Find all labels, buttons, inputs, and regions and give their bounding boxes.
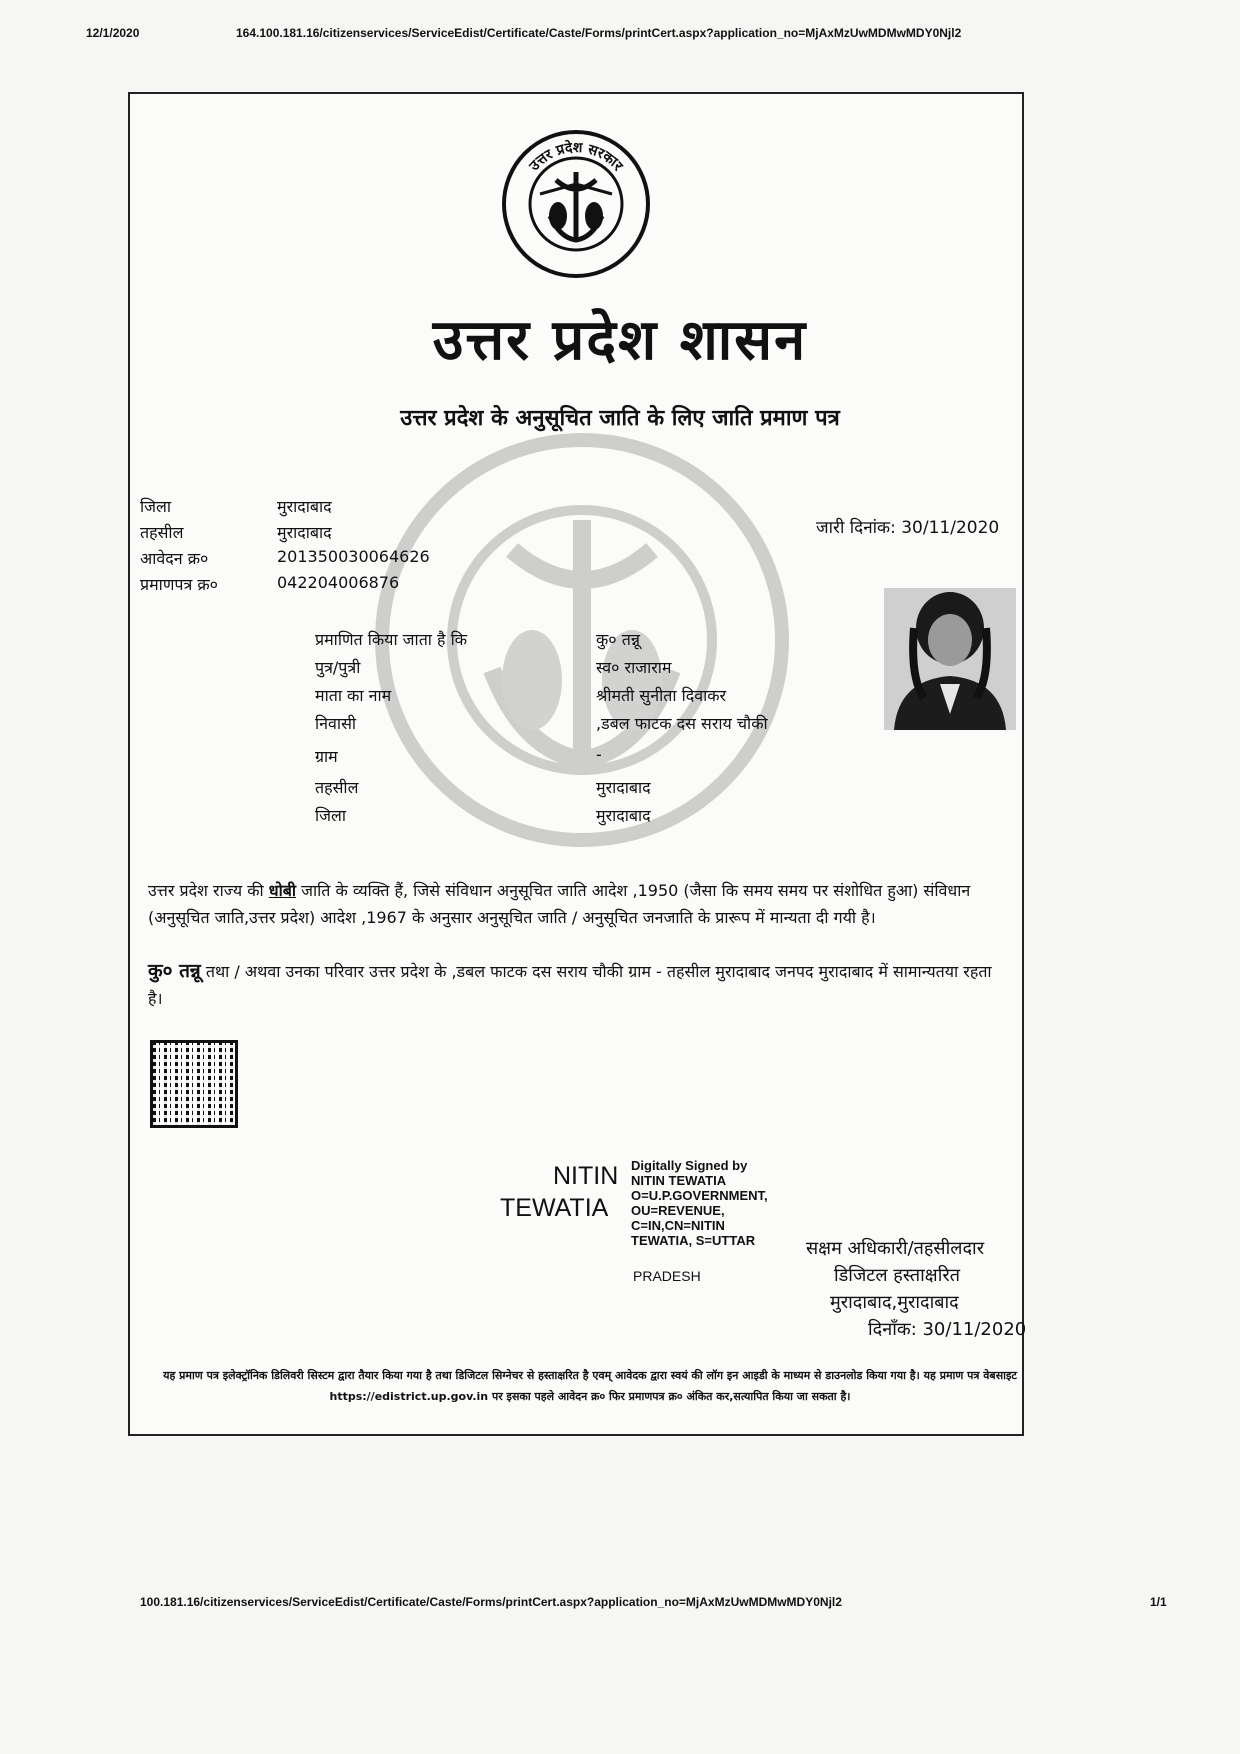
caste-name: धोबी	[268, 881, 297, 900]
field-label-tehsil: तहसील	[140, 523, 184, 542]
print-page-number: 1/1	[1150, 1595, 1167, 1609]
paragraph2-name: कु० तन्नू	[148, 960, 201, 982]
sig-info-line: OU=REVENUE,	[631, 1203, 725, 1218]
signer-last-name: TEWATIA	[500, 1194, 609, 1222]
person-value-mother: श्रीमती सुनीता दिवाकर	[596, 686, 727, 705]
svg-text:उत्तर प्रदेश सरकार: उत्तर प्रदेश सरकार	[526, 139, 626, 175]
sig-info-line: TEWATIA, S=UTTAR	[631, 1233, 756, 1248]
paragraph1-post: जाति के व्यक्ति हैं, जिसे संविधान अनुसूचित जाति आदेश ,1950 (जैसा कि समय समय पर संशोधित हुआ) संविधान (अनुसूचित जाति,उत्तर प्रदेश) आदेश ,1967 के अनुसार अनुसूचित जाति / अनुसूचित जनजाति के प्रारूप में मान्यता दी गयी है।	[148, 881, 971, 927]
field-label-application-no: आवेदन क्र०	[140, 549, 209, 568]
up-government-emblem-icon	[500, 128, 652, 280]
person-label-tehsil: तहसील	[315, 778, 359, 797]
residence-paragraph	[148, 958, 1008, 1012]
qr-code-icon	[150, 1040, 238, 1128]
person-value-resident: ,डबल फाटक दस सराय चौकी	[596, 714, 768, 733]
applicant-photo	[884, 588, 1016, 730]
issue-date: जारी दिनांक: 30/11/2020	[816, 518, 1000, 538]
authority-digital-signed: डिजिटल हस्ताक्षरित	[834, 1265, 960, 1286]
person-value-father: स्व० राजाराम	[596, 658, 672, 677]
verification-note: यह प्रमाण पत्र इलेक्ट्रॉनिक डिलिवरी सिस्टम द्वारा तैयार किया गया है तथा डिजिटल सिग्नेचर से हस्ताक्षरित है एवम् आवेदक द्वारा स्वयं की लॉग इन आइडी के माध्यम से डाउनलोड किया गया है। यह प्रमाण पत्र वेबसाइट https://edistrict.up.gov.in पर इसका पहले आवेदन क्र० फिर प्रमाणपत्र क्र० अंकित कर,सत्यापित किया जा सकता है।	[163, 1369, 1017, 1403]
caste-declaration-paragraph	[148, 877, 1008, 931]
person-value-village: -	[596, 745, 602, 764]
sig-info-line: O=U.P.GOVERNMENT,	[631, 1188, 768, 1203]
print-date: 12/1/2020	[86, 26, 140, 40]
person-label-resident: निवासी	[315, 714, 357, 733]
authority-designation: सक्षम अधिकारी/तहसीलदार	[806, 1238, 985, 1259]
field-value-tehsil: मुरादाबाद	[277, 523, 332, 542]
sig-info-line: Digitally Signed by	[631, 1158, 748, 1173]
certificate-title: उत्तर प्रदेश शासन	[432, 307, 808, 373]
authority-location: मुरादाबाद,मुरादाबाद	[830, 1292, 959, 1313]
person-value-name: कु० तन्नू	[596, 630, 640, 649]
field-value-application-no: 201350030064626	[277, 547, 430, 566]
person-label-certified: प्रमाणित किया जाता है कि	[315, 630, 468, 649]
print-url-footer: 100.181.16/citizenservices/ServiceEdist/Certificate/Caste/Forms/printCert.aspx?application_no=MjAxMzUwMDMwMDY0Njl2	[140, 1595, 842, 1609]
sig-info-line: C=IN,CN=NITIN	[631, 1218, 725, 1233]
person-value-district: मुरादाबाद	[596, 806, 651, 825]
sig-info-pradesh: PRADESH	[633, 1268, 701, 1284]
person-value-tehsil: मुरादाबाद	[596, 778, 651, 797]
field-label-district: जिला	[140, 497, 172, 516]
person-label-son-daughter: पुत्र/पुत्री	[315, 658, 361, 677]
signer-first-name: NITIN	[553, 1162, 619, 1190]
field-value-certificate-no: 042204006876	[277, 573, 400, 592]
person-label-village: ग्राम	[315, 747, 338, 766]
paragraph2-text: तथा / अथवा उनका परिवार उत्तर प्रदेश के ,डबल फाटक दस सराय चौकी ग्राम - तहसील मुरादाबाद जनपद मुरादाबाद में सामान्यतया रहता है।	[148, 962, 992, 1008]
digital-signature-info	[631, 1158, 768, 1248]
person-label-mother: माता का नाम	[315, 686, 392, 705]
certificate-subtitle: उत्तर प्रदेश के अनुसूचित जाति के लिए जाति प्रमाण पत्र	[400, 406, 840, 431]
person-photo-icon	[884, 588, 1016, 730]
sig-info-line: NITIN TEWATIA	[631, 1173, 727, 1188]
print-url-header: 164.100.181.16/citizenservices/ServiceEdist/Certificate/Caste/Forms/printCert.aspx?application_no=MjAxMzUwMDMwMDY0Njl2	[236, 26, 962, 40]
field-label-certificate-no: प्रमाणपत्र क्र०	[140, 575, 218, 594]
paragraph1-pre: उत्तर प्रदेश राज्य की	[148, 881, 269, 900]
authority-date: दिनाँक: 30/11/2020	[868, 1319, 1027, 1340]
field-value-district: मुरादाबाद	[277, 497, 332, 516]
person-label-district: जिला	[315, 806, 347, 825]
